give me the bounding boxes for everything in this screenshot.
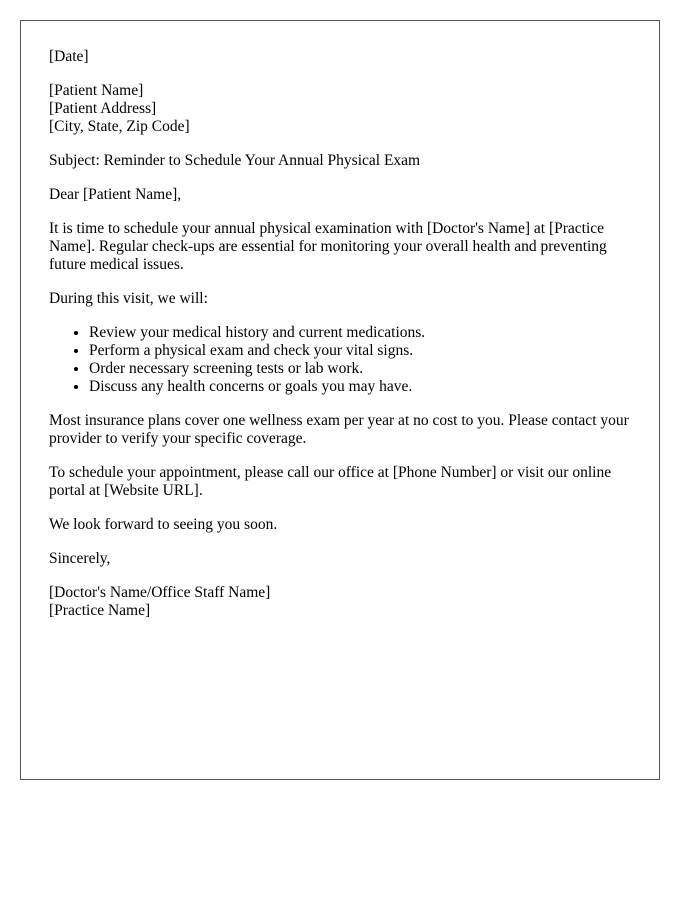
list-item: • Order necessary screening tests or lab work.: [89, 360, 631, 378]
scheduling-paragraph: To schedule your appointment, please call our office at [Phone Number] or visit our online portal at [Website URL].: [49, 464, 612, 499]
signature-name: [Doctor's Name/Office Staff Name]: [49, 584, 271, 601]
signature-block: [49, 584, 631, 620]
insurance-paragraph: Most insurance plans cover one wellness exam per year at no cost to you. Please contact your provider to verify your specific coverage.: [49, 412, 629, 447]
visit-items-list: [49, 324, 631, 396]
visit-intro: During this visit, we will:: [49, 290, 208, 307]
letter-date: [Date]: [49, 48, 89, 65]
recipient-name: [Patient Name]: [49, 82, 144, 99]
letter-page: [20, 20, 660, 780]
closing-line: We look forward to seeing you soon.: [49, 516, 278, 533]
list-item: • Perform a physical exam and check your vital signs.: [89, 342, 631, 360]
list-item: • Review your medical history and current medications.: [89, 324, 631, 342]
sign-off: Sincerely,: [49, 550, 111, 567]
letter-intro-paragraph: It is time to schedule your annual physical examination with [Doctor's Name] at [Practice Name]. Regular check-ups are essential for monitoring your overall health and preventing future medical issues.: [49, 220, 607, 273]
recipient-address: [Patient Address]: [49, 100, 157, 117]
recipient-address-block: [49, 82, 631, 136]
list-item: • Discuss any health concerns or goals you may have.: [89, 378, 631, 396]
signature-practice: [Practice Name]: [49, 602, 151, 619]
letter-salutation: Dear [Patient Name],: [49, 186, 182, 203]
letter-subject: Subject: Reminder to Schedule Your Annual Physical Exam: [49, 152, 421, 169]
recipient-city-state-zip: [City, State, Zip Code]: [49, 118, 190, 135]
